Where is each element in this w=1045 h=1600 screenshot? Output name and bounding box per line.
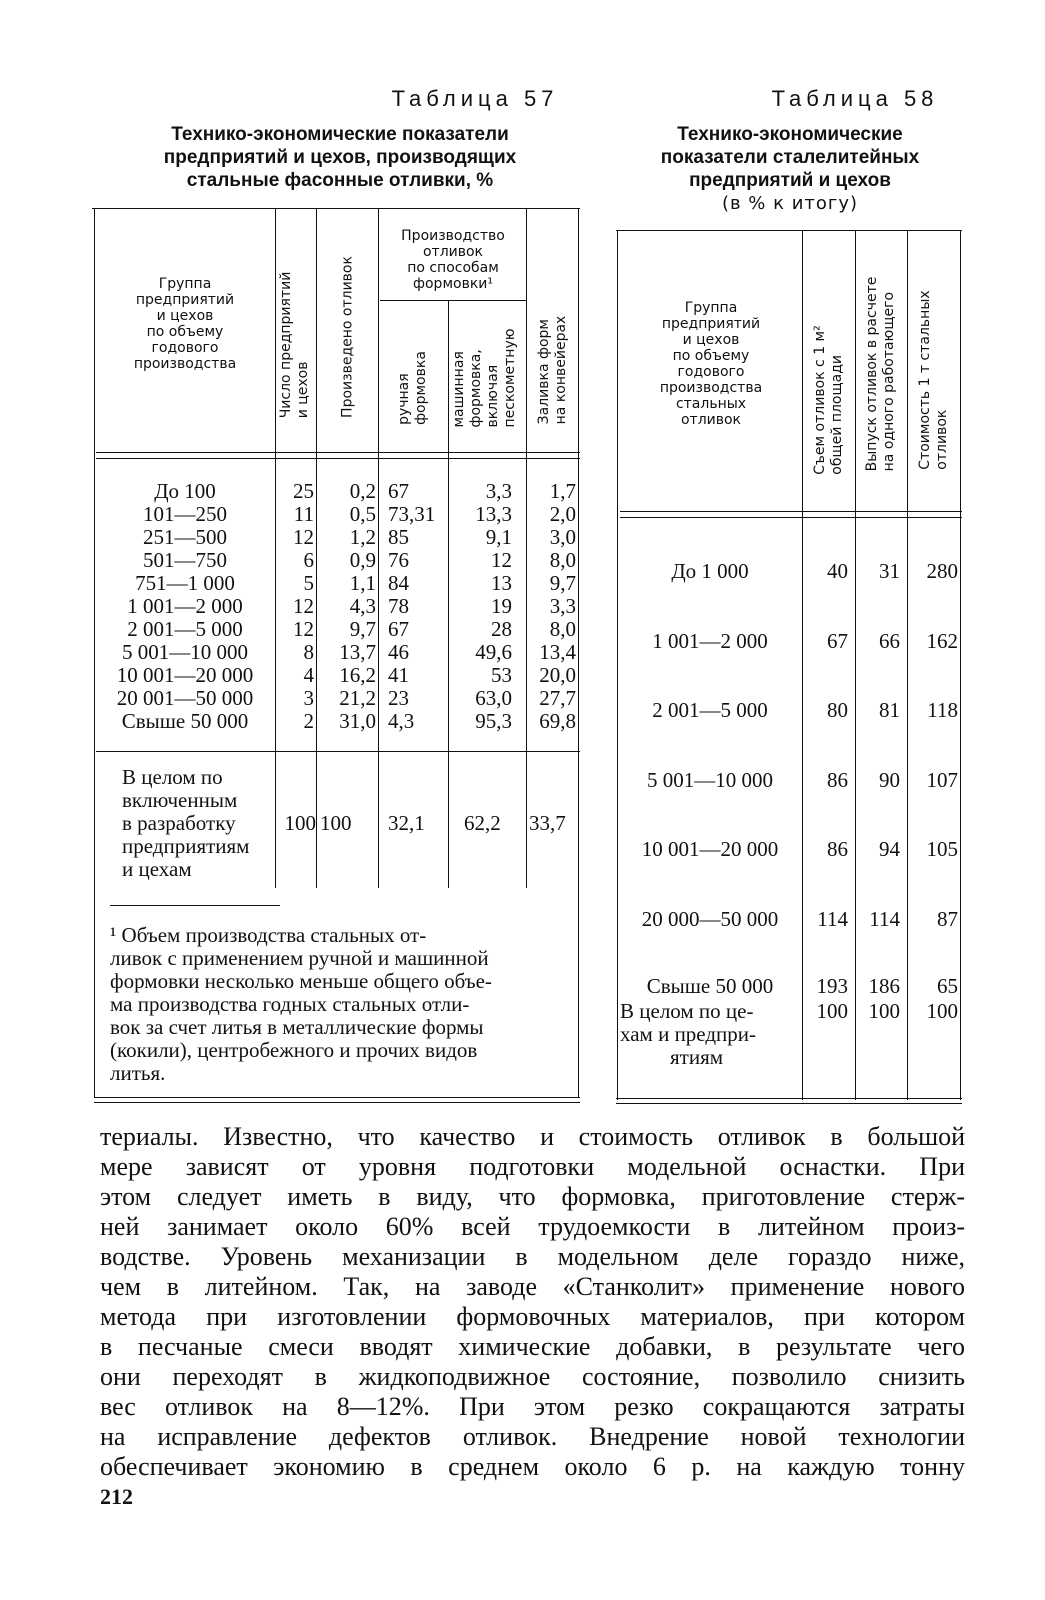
table57-title-line: стальные фасонные отливки, %	[186, 170, 494, 191]
header-line: отливок	[680, 412, 742, 428]
table57-header-conveyor	[536, 316, 570, 425]
table58-cell-cost: 107	[926, 767, 958, 792]
table57-cell-manual: 67	[388, 617, 409, 641]
table57-cell-produced: 1,1	[349, 571, 376, 595]
table58-cell-group: 2 001—5 000	[652, 698, 768, 722]
table57-cell-conveyor: 13,4	[539, 640, 576, 664]
header-line: общей площади	[829, 354, 845, 475]
header-line: Производство	[401, 228, 505, 244]
header-line: на конвейерах	[553, 315, 569, 425]
body-text	[100, 1122, 965, 1482]
header-line: Стоимость 1 т стальных	[917, 290, 933, 470]
body-line: этом следует иметь в виду, что формовка, приготовление стерж-	[100, 1182, 965, 1211]
table58-cell-output: 31	[879, 559, 900, 583]
table58-total-output: 100	[868, 999, 900, 1023]
body-line: они переходят в жидкоподвижное состояние, позволило снизить	[100, 1362, 965, 1391]
body-line: мере зависят от уровня подготовки модельной оснастки. При	[100, 1152, 965, 1181]
table58-cell-output: 114	[869, 906, 900, 931]
table58-header-output	[864, 277, 898, 472]
header-line: Произведено отливок	[339, 256, 356, 418]
table57-cell-produced: 13,7	[339, 640, 376, 664]
table58-cell-group: 20 000—50 000	[641, 906, 779, 931]
table57-cell-count: 8	[303, 640, 314, 664]
table58-cell-yield: 193	[816, 974, 848, 998]
table57-cell-manual: 84	[388, 571, 409, 595]
table58-cell-yield: 80	[827, 698, 848, 722]
table57-header-group	[100, 276, 270, 372]
header-line: формовки¹	[413, 276, 493, 292]
total-line: в разработку	[122, 811, 236, 835]
table57-cell-produced: 0,9	[349, 548, 376, 572]
table57-cell-machine: 53	[491, 663, 512, 687]
header-line: стальных	[675, 396, 747, 412]
header-line: и цехов	[682, 332, 740, 348]
table57-cell-produced: 1,2	[349, 525, 376, 549]
table57-cell-group: 2 001—5 000	[127, 617, 243, 641]
table58-title	[620, 123, 960, 215]
table57-cell-count: 12	[293, 525, 314, 549]
table57-cell-machine: 13,3	[475, 502, 512, 526]
table58-caption: Таблица 58	[771, 86, 939, 111]
header-line: машинная	[451, 351, 467, 428]
table57-header-manual	[396, 351, 430, 425]
table57-cell-group: Свыше 50 000	[121, 709, 249, 733]
header-line: производства	[659, 380, 763, 396]
table58-header-group	[622, 300, 800, 428]
table58-header-cost	[917, 290, 951, 469]
table57-cell-conveyor: 1,7	[549, 479, 576, 503]
table57-cell-conveyor: 3,0	[549, 525, 576, 549]
table57-cell-machine: 28	[491, 617, 512, 641]
header-line: Заливка форм	[536, 319, 552, 425]
table57-cell-produced: 31,0	[339, 709, 376, 733]
header-line: и цехов	[156, 308, 214, 324]
header-line: отливок	[934, 409, 950, 470]
table57-cell-group: 20 001—50 000	[116, 686, 254, 710]
table57-cell-manual: 85	[388, 525, 409, 549]
table58-cell-cost: 280	[926, 559, 958, 583]
table58-cell-cost: 118	[927, 698, 958, 722]
table57-cell-produced: 4,3	[349, 594, 376, 618]
table57-cell-produced: 0,5	[349, 502, 376, 526]
header-line: производства	[133, 356, 237, 372]
table58-cell-yield: 86	[827, 837, 848, 861]
body-line: водстве. Уровень механизации в модельном деле гораздо ниже,	[100, 1242, 965, 1271]
header-line: ручная	[396, 373, 412, 425]
header-line: отливок	[422, 244, 484, 260]
table57-cell-group: 751—1 000	[135, 571, 235, 595]
total-line: предприятиям	[122, 834, 250, 858]
table57-cell-manual: 76	[388, 548, 409, 572]
table57-total-manual: 32,1	[388, 811, 425, 835]
table57-cell-manual: 67	[388, 479, 409, 503]
table58-cell-group: До 1 000	[671, 559, 749, 583]
table57-cell-machine: 13	[491, 571, 512, 595]
header-line: годового	[677, 364, 745, 380]
header-line: Число предприятий	[278, 271, 294, 419]
table57-header-machine	[451, 328, 519, 427]
table58-cell-output: 66	[879, 628, 900, 653]
table58-cell-group: 10 001—20 000	[641, 837, 779, 861]
header-line: включая	[485, 364, 501, 428]
table57-cell-machine: 63,0	[475, 686, 512, 710]
table57-total-machine: 62,2	[464, 811, 501, 835]
table57-cell-count: 5	[303, 571, 314, 595]
table57-cell-manual: 23	[388, 686, 409, 710]
table57-cell-manual: 78	[388, 594, 409, 618]
header-line: формовка	[413, 351, 429, 425]
table57-cell-group: До 100	[154, 479, 216, 503]
table57-cell-machine: 9,1	[485, 525, 512, 549]
table57-cell-manual: 41	[388, 663, 409, 687]
header-line: годового	[151, 340, 219, 356]
table57-cell-group: 10 001—20 000	[116, 663, 254, 687]
header-line: формовка,	[468, 349, 484, 428]
table57-cell-group: 1 001—2 000	[127, 594, 243, 618]
table58-cell-output: 90	[879, 767, 900, 792]
table58-cell-output: 81	[879, 698, 900, 722]
table57-title	[100, 123, 580, 192]
table57-total-group	[122, 766, 249, 881]
header-line: и цехов	[295, 361, 311, 419]
table57-cell-produced: 9,7	[349, 617, 376, 641]
table57-total-conveyor: 33,7	[529, 811, 566, 835]
footnote-line: литья.	[110, 1061, 166, 1085]
total-line: В целом по	[122, 765, 223, 789]
body-line: на исправление дефектов отливок. Внедрение новой технологии	[100, 1422, 965, 1451]
header-line: пескометную	[502, 328, 518, 428]
table58-total-group	[620, 1000, 756, 1069]
table58-cell-yield: 114	[817, 906, 848, 931]
table58-cell-group: 5 001—10 000	[647, 767, 773, 792]
page-number: 212	[100, 1484, 133, 1509]
header-line: по способам	[407, 260, 499, 276]
total-line: и цехам	[122, 857, 192, 881]
table57-cell-group: 251—500	[143, 525, 227, 549]
body-line: ней занимает около 60% всей трудоемкости в литейном произ-	[100, 1212, 965, 1241]
table58-cell-yield: 86	[827, 767, 848, 792]
table57-cell-conveyor: 8,0	[549, 548, 576, 572]
total-line: В целом по це-	[620, 999, 754, 1023]
table58-cell-cost: 105	[926, 837, 958, 861]
table57-cell-produced: 0,2	[349, 479, 376, 503]
footnote-line: формовки несколько меньше общего объе-	[110, 969, 492, 993]
header-line: Группа	[684, 300, 738, 316]
table57-cell-manual: 73,31	[388, 502, 436, 526]
table57-cell-manual: 4,3	[388, 709, 415, 733]
table57-cell-machine: 95,3	[475, 709, 512, 733]
table58-cell-cost: 162	[926, 628, 958, 653]
table58-cell-output: 186	[868, 974, 900, 998]
table57-caption: Таблица 57	[391, 86, 559, 111]
header-line: по объему	[146, 324, 224, 340]
table58-title-line: предприятий и цехов	[689, 170, 891, 191]
footnote-line: (кокили), центробежного и прочих видов	[110, 1038, 478, 1062]
table57-cell-count: 11	[293, 502, 314, 526]
body-line: чем в литейном. Так, на заводе «Станколит» применение нового	[100, 1272, 965, 1301]
table57-cell-count: 2	[303, 709, 314, 733]
total-line: включенным	[122, 788, 238, 812]
table57-cell-count: 12	[293, 617, 314, 641]
table58-cell-cost: 87	[937, 906, 958, 931]
table57-cell-conveyor: 8,0	[549, 617, 576, 641]
body-line: метода при изготовлении формовочных материалов, при котором	[100, 1302, 965, 1331]
table57-cell-group: 501—750	[143, 548, 227, 572]
table57-total-count: 100	[284, 811, 316, 835]
footnote-line: ¹ Объем производства стальных от-	[110, 923, 427, 947]
header-line: на одного работающего	[881, 291, 897, 472]
table58-cell-group: Свыше 50 000	[646, 974, 774, 998]
table58-title-line: (в % к итогу)	[721, 193, 859, 214]
table57-cell-machine: 12	[491, 548, 512, 572]
total-line: хам и предпри-	[620, 1022, 757, 1046]
table57-cell-conveyor: 69,8	[539, 709, 576, 733]
table57-cell-count: 25	[293, 479, 314, 503]
table57-cell-machine: 3,3	[485, 479, 512, 503]
table58-title-line: показатели сталелитейных	[660, 147, 920, 168]
footnote-line: ма производства годных стальных отли-	[110, 992, 470, 1016]
table58-cell-output: 94	[879, 837, 900, 861]
header-line: предприятий	[135, 292, 235, 308]
table57-header-method	[380, 228, 526, 292]
table58-cell-cost: 65	[937, 974, 958, 998]
footnote-line: ливок с применением ручной и машинной	[110, 946, 489, 970]
table57-cell-produced: 16,2	[339, 663, 376, 687]
table57-cell-conveyor: 9,7	[549, 571, 576, 595]
header-line: Выпуск отливок в расчете	[864, 276, 880, 472]
body-line: вес отливок на 8—12%. При этом резко сокращаются затраты	[100, 1392, 965, 1421]
body-line: териалы. Известно, что качество и стоимость отливок в большой	[100, 1122, 965, 1151]
table57-header-produced	[340, 256, 357, 418]
table58-total-cost: 100	[926, 999, 958, 1023]
table57-cell-machine: 49,6	[475, 640, 512, 664]
table57-header-count	[278, 272, 312, 419]
table57-cell-count: 3	[303, 686, 314, 710]
table57-cell-group: 101—250	[143, 502, 227, 526]
body-line: в песчаные смеси вводят химические добавки, в результате чего	[100, 1332, 965, 1361]
table57-cell-manual: 46	[388, 640, 409, 664]
table58-title-line: Технико-экономические	[677, 124, 903, 145]
table57-cell-count: 4	[303, 663, 314, 687]
table58-header-yield	[812, 325, 846, 474]
table57-cell-produced: 21,2	[339, 686, 376, 710]
table57-title-line: Технико-экономические показатели	[171, 124, 509, 145]
table57-cell-conveyor: 2,0	[549, 502, 576, 526]
table57-title-line: предприятий и цехов, производящих	[163, 147, 517, 168]
table57-cell-group: 5 001—10 000	[122, 640, 248, 664]
header-line: Съем отливок с 1 м²	[812, 325, 828, 475]
table57-cell-conveyor: 3,3	[549, 594, 576, 618]
header-line: Группа	[158, 276, 212, 292]
table58-total-yield: 100	[816, 999, 848, 1023]
table57-cell-count: 12	[293, 594, 314, 618]
header-line: предприятий	[661, 316, 761, 332]
table58-cell-group: 1 001—2 000	[652, 628, 768, 653]
table58-cell-yield: 67	[827, 628, 848, 653]
body-line: обеспечивает экономию в среднем около 6 р. на каждую тонну	[100, 1452, 965, 1481]
table57-total-produced: 100	[320, 811, 352, 835]
total-line: ятиям	[670, 1045, 724, 1069]
table57-cell-count: 6	[303, 548, 314, 572]
table57-footnote	[110, 924, 565, 1085]
table58-cell-yield: 40	[827, 559, 848, 583]
table57-cell-machine: 19	[491, 594, 512, 618]
table57-cell-conveyor: 20,0	[539, 663, 576, 687]
header-line: по объему	[672, 348, 750, 364]
table57-cell-conveyor: 27,7	[539, 686, 576, 710]
footnote-line: вок за счет литья в металлические формы	[110, 1015, 484, 1039]
